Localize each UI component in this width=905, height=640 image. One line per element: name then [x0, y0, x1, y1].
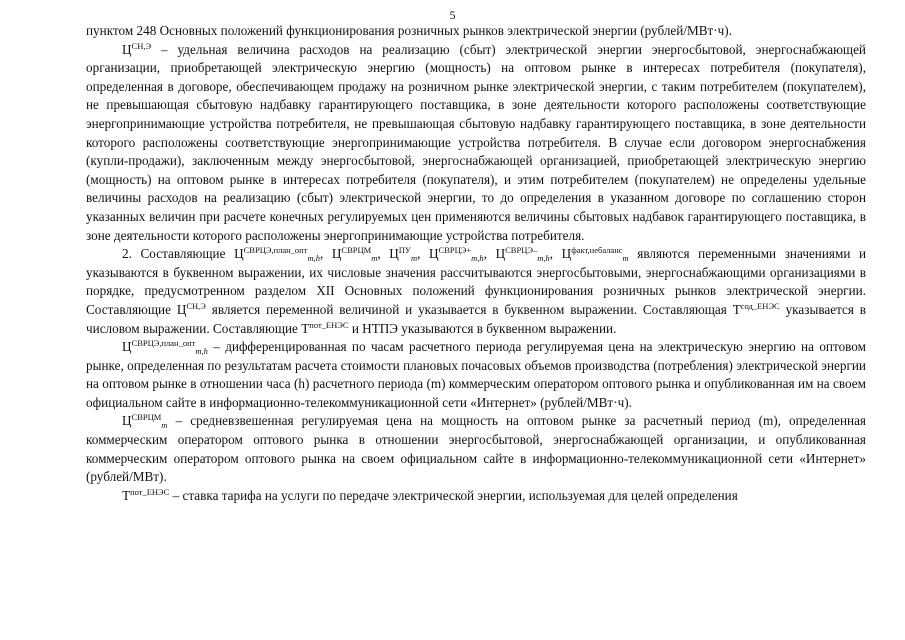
symbol-c-svrce-minus: $Ц^{СВРЦЭ-}_{m,h}$ — [495, 245, 550, 264]
paragraph-csn-definition — [86, 41, 866, 246]
symbol-t-pot-enes: $Т^{пот\_ЕНЭС}$ — [301, 319, 349, 336]
symbol-t-pot-enes-def: $Т^{пот\_ЕНЭС}$ — [122, 486, 170, 503]
page-number: 5 — [449, 8, 456, 22]
symbol-c-svrcm-def: $Ц^{СВРЦМ}_m$ — [122, 412, 168, 431]
symbol-c-svrce-plan: $Ц^{СВРЦЭ,план\_опт}_{m,h}$ — [234, 245, 320, 264]
symbol-c-sn-e: $Ц^{СН,Э}$ — [122, 40, 152, 57]
paragraph-svrcm-definition: $Ц^{СВРЦМ}_m$ – средневзвешенная регулируемая цена на мощность на оптовом рынке за расчетный период (m), определенная коммерческим оператором оптового рынка в отношении энергосбытовой, энергоснабжающей организации, и опубликованная коммерческим оператором оптового рынка на своем официальном сайте в информационно-телекоммуникационной сети «Интернет» (рублей/МВт). — [86, 412, 866, 485]
paragraph-svrce-definition: $Ц^{СВРЦЭ,план\_опт}_{m,h}$ – дифференцированная по часам расчетного периода регулируемая цена на электрическую энергию на оптовом рынке, определенная по результатам расчета стоимости плановых почасовых объемов производства (потребления) электрической энергии на оптовом рынке в отношении часа (h) расчетного периода (m) коммерческим оператором оптового рынка и опубликованная им на своем официальном сайте в информационно-телекоммуникационной сети «Интернет» (рублей/МВт·ч). — [86, 338, 866, 410]
paragraph-tpot-definition: $Т^{пот\_ЕНЭС}$ – ставка тарифа на услуги по передаче электрической энергии, используемая для целей определения — [122, 486, 738, 503]
symbol-c-svrce-plan-def: $Ц^{СВРЦЭ,план\_опт}_{m,h}$ — [122, 338, 208, 357]
paragraph-text: – удельная величина расходов на реализацию (сбыт) электрической энергии энергосбытовой, энергоснабжающей организации, приобретающей электрическую энергию (мощность) на оптовом рынке в интересах потребителя (покупателя), определенная в договоре, обеспечивающем продажу на розничном рынке электрической энергии, с таким потребителем (покупателем), не превышающая сбытовую надбавку гарантирующего поставщика, в зоне деятельности которого расположены соответствующие энергопринимающие устройства потребителя, не превышающая сбытовую надбавку гарантирующего поставщика, в зоне деятельности которого расположены соответствующие энергопринимающие устройства потребителя. В случае если договором энергоснабжения (купли-продажи), заключенным между энергосбытовой, энергоснабжающей организацией, приобретающей электрическую энергию (мощность) на оптовом рынке в интересах потребителя (покупателя), и этим потребителем (покупателем) не определены удельные величины расходов на реализацию (сбыт) электрической энергии, то до определения в указанном договоре по соглашению сторон указанных величин при расчете конечных регулируемых цен применяются величины сбытовых надбавок гарантирующего поставщика, в зоне деятельности которого расположены энергопринимающие устройства потребителя. — [86, 41, 866, 243]
document-body — [86, 22, 866, 505]
symbol-c-svrcm: $Ц^{СВРЦМ}_m$ — [331, 245, 378, 264]
paragraph-continuation: пунктом 248 Основных положений функционирования розничных рынков электрической энергии (рублей/МВт·ч). — [86, 23, 732, 38]
symbol-c-sn-e-ref: $Ц^{СН,Э}$ — [176, 300, 206, 317]
symbol-c-pu: $Ц^{ПУ}_m$ — [389, 245, 418, 264]
paragraph-components: 2. Составляющие $Ц^{СВРЦЭ,план\_опт}_{m,h}$, $Ц^{СВРЦМ}_m$, $Ц^{ПУ}_m$, $Ц^{СВРЦЭ+}_{m,h}$, $Ц^{СВРЦЭ-}_{m,h}$, $Ц^{факт,небаланс}_m$ являются переменными значениями и указываются в буквенном выражении, их числовые значения рассчитываются энергосбытовыми, энергоснабжающими организациями в порядке, предусмотренном разделом XII Основных положений функционирования розничных рынков электрической энергии. Составляющие $Ц^{СН,Э}$ является переменной величиной и указывается в буквенном выражении. Составляющая $Т^{сод\_ЕНЭС}$ указывается в числовом выражении. Составляющие $Т^{пот\_ЕНЭС}$ и НТПЭ указываются в буквенном выражении. — [86, 245, 867, 336]
symbol-t-sod-enes: $Т^{сод\_ЕНЭС}$ — [732, 300, 780, 317]
symbol-c-svrce-plus: $Ц^{СВРЦЭ+}_{m,h}$ — [429, 245, 484, 264]
symbol-c-fact-nebalans: $Ц^{факт,небаланс}_m$ — [561, 245, 629, 264]
